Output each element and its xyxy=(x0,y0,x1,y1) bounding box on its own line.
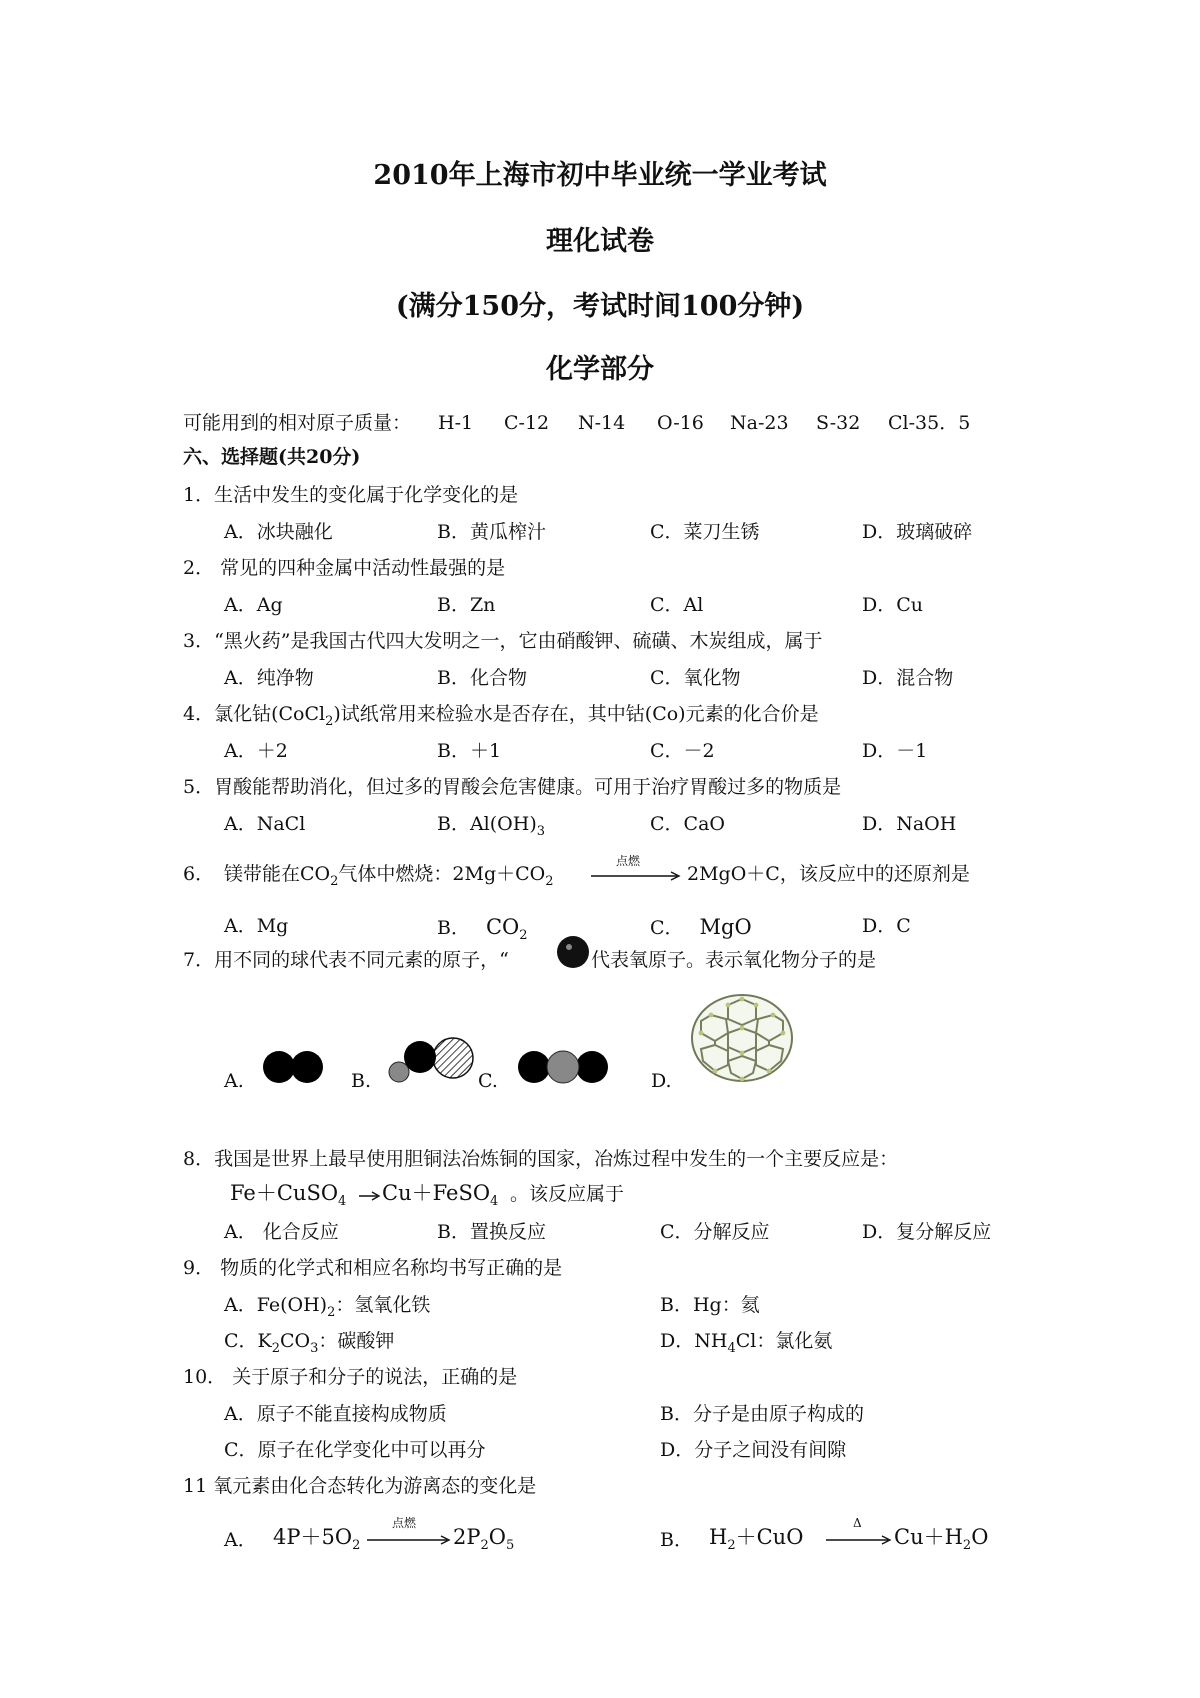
q7-option-b: B. xyxy=(351,1070,372,1092)
q4-stem-part: 4．氯化钴(CoCl xyxy=(183,703,326,725)
q6-option-c-formula: MgO xyxy=(699,915,752,939)
q6-text xyxy=(224,865,554,888)
q3-option-a: A．纯净物 xyxy=(224,667,314,689)
q11-subscript: 5 xyxy=(506,1538,515,1554)
q6-text-part: 气体中燃烧：2Mg＋CO xyxy=(338,863,546,885)
q8-eq-tail: 。该反应属于 xyxy=(510,1183,625,1205)
q11-a-condition: 点燃 xyxy=(392,1516,417,1530)
q10-option-a: A．原子不能直接构成物质 xyxy=(224,1403,447,1425)
q9-c-part: C．K xyxy=(224,1330,272,1352)
mass-item: S-32 xyxy=(816,412,861,434)
mass-item: O-16 xyxy=(657,412,704,434)
q5-option-c: C．CaO xyxy=(650,813,725,835)
q9-d-part: D．NH xyxy=(660,1330,728,1352)
q11-stem: 11 氧元素由化合态转化为游离态的变化是 xyxy=(183,1475,537,1497)
q8-option-c: C．分解反应 xyxy=(660,1221,770,1243)
q6-options xyxy=(0,914,1200,942)
q11-b-right xyxy=(894,1527,988,1552)
q4-option-d: D．－1 xyxy=(862,740,928,762)
q9-option-c xyxy=(224,1332,394,1355)
reaction-arrow-icon xyxy=(826,1535,894,1545)
q5-option-b-text: B．Al(OH) xyxy=(437,813,537,835)
q9-subscript: 4 xyxy=(727,1340,736,1356)
q5-option-a: A．NaCl xyxy=(224,813,306,835)
q3-option-d: D．混合物 xyxy=(862,667,954,689)
q10-option-b: B．分子是由原子构成的 xyxy=(660,1403,864,1425)
q6-condition: 点燃 xyxy=(616,854,641,868)
q1-option-b: B．黄瓜榨汁 xyxy=(437,521,546,543)
q1-options xyxy=(0,523,1200,547)
q8-stem: 8．我国是世界上最早使用胆铜法冶炼铜的国家，冶炼过程中发生的一个主要反应是： xyxy=(183,1148,899,1170)
mass-item: Na-23 xyxy=(730,412,789,434)
q6-option-b-formula: CO xyxy=(485,915,520,939)
q3-option-c: C．氧化物 xyxy=(650,667,741,689)
q9-subscript: 3 xyxy=(310,1340,319,1356)
q11-b-left xyxy=(709,1527,803,1552)
q11-subscript: 2 xyxy=(480,1538,489,1554)
q3-option-b: B．化合物 xyxy=(437,667,527,689)
q9-d-part: Cl：氯化氨 xyxy=(735,1330,833,1352)
q6-option-d: D．C xyxy=(862,915,911,937)
atomic-masses xyxy=(183,414,1083,438)
part-title: 化学部分 xyxy=(546,354,654,385)
q4-options xyxy=(0,742,1200,766)
q7-option-a: A. xyxy=(224,1070,244,1092)
q6-stem xyxy=(183,854,1183,893)
q11-a-label: A． xyxy=(224,1529,257,1551)
q2-options xyxy=(0,596,1200,620)
mass-item: H-1 xyxy=(438,412,474,434)
q4-option-b: B．＋1 xyxy=(437,740,502,762)
q11-b-label: B． xyxy=(660,1529,693,1551)
q11-b-part: H xyxy=(709,1525,728,1549)
q8-options xyxy=(0,1223,1200,1247)
q11-b-part: Cu＋H xyxy=(894,1525,963,1549)
q9-c-part: ：碳酸钾 xyxy=(318,1330,395,1352)
q9-option-d xyxy=(660,1332,832,1355)
q7-stem-part: 7．用不同的球代表不同元素的原子，“ xyxy=(183,949,509,971)
q8-option-a: A． 化合反应 xyxy=(224,1221,339,1243)
oxygen-atom-icon xyxy=(556,935,590,973)
q6-text-part: 2MgO＋C，该反应中的还原剂是 xyxy=(687,863,970,885)
q4-option-a: A．＋2 xyxy=(224,740,288,762)
q10-option-d: D．分子之间没有间隙 xyxy=(660,1439,847,1461)
q8-option-d: D．复分解反应 xyxy=(862,1221,992,1243)
q4-option-c: C．－2 xyxy=(650,740,715,762)
q8-eq-part: Fe＋CuSO xyxy=(230,1181,339,1205)
q8-eq-right xyxy=(382,1183,498,1208)
q9-option-b: B．Hg：氦 xyxy=(660,1294,760,1316)
q11-a-left xyxy=(273,1527,360,1552)
q11-option-a xyxy=(224,1516,644,1561)
q11-a-part: 4P＋5O xyxy=(273,1525,353,1549)
reaction-arrow-icon xyxy=(359,1191,381,1201)
q2-option-b: B．Zn xyxy=(437,594,496,616)
q8-eq-left xyxy=(230,1183,346,1208)
molecule-two-black-icon xyxy=(262,1049,326,1089)
q9-option-a xyxy=(224,1296,430,1319)
q5-options xyxy=(0,815,1200,841)
reaction-arrow-icon xyxy=(367,1535,453,1545)
q2-stem: 2． 常见的四种金属中活动性最强的是 xyxy=(183,557,506,579)
q5-stem: 5．胃酸能帮助消化，但过多的胃酸会危害健康。可用于治疗胃酸过多的物质是 xyxy=(183,776,842,798)
q6-option-b xyxy=(437,917,528,942)
q10-stem: 10． 关于原子和分子的说法，正确的是 xyxy=(183,1366,518,1388)
q11-b-part: ＋CuO xyxy=(735,1525,804,1549)
q9-stem: 9． 物质的化学式和相应名称均书写正确的是 xyxy=(183,1257,563,1279)
q2-option-c: C．Al xyxy=(650,594,704,616)
q7-option-c: C. xyxy=(478,1070,498,1092)
q1-stem: 1．生活中发生的变化属于化学变化的是 xyxy=(183,484,519,506)
q1-option-a: A．冰块融化 xyxy=(224,521,333,543)
q6-subscript: 2 xyxy=(545,873,554,889)
q6-option-b-label: B． xyxy=(437,917,470,939)
q9-subscript: 2 xyxy=(327,1304,336,1320)
q8-eq-part: Cu＋FeSO xyxy=(382,1181,491,1205)
q4-subscript: 2 xyxy=(325,713,334,729)
q11-subscript: 2 xyxy=(727,1538,736,1554)
q8-option-b: B．置换反应 xyxy=(437,1221,546,1243)
mass-item: Cl-35．5 xyxy=(888,412,971,434)
q8-subscript: 4 xyxy=(490,1194,499,1210)
q6-option-c-label: C． xyxy=(650,917,684,939)
q7-stem-part: 代表氧原子。表示氧化物分子的是 xyxy=(591,949,877,971)
q8-subscript: 4 xyxy=(338,1194,347,1210)
q9-a-part: A．Fe(OH) xyxy=(224,1294,328,1316)
exam-note: (满分150分，考试时间100分钟) xyxy=(395,291,805,322)
q11-option-b xyxy=(660,1516,1080,1561)
q11-a-right xyxy=(453,1527,514,1552)
q8-equation xyxy=(230,1183,930,1211)
reaction-arrow-icon xyxy=(591,871,683,881)
q11-subscript: 2 xyxy=(352,1538,361,1554)
q3-options xyxy=(0,669,1200,693)
molecule-mixed-icon xyxy=(385,1036,477,1090)
q9-c-part: CO xyxy=(280,1330,311,1352)
q7-option-d: D. xyxy=(651,1070,672,1092)
q5-option-d: D．NaOH xyxy=(862,813,957,835)
q11-a-part: O xyxy=(488,1525,506,1549)
q5-subscript: 3 xyxy=(536,823,546,839)
mass-item: C-12 xyxy=(504,412,550,434)
masses-label: 可能用到的相对原子质量： xyxy=(183,412,412,434)
q4-stem-part: )试纸常用来检验水是否存在，其中钴(Co)元素的化合价是 xyxy=(333,703,819,725)
q4-stem xyxy=(183,705,819,728)
q9-a-part: ：氢氧化铁 xyxy=(335,1294,431,1316)
q6-subscript: 2 xyxy=(330,873,339,889)
q7-stem xyxy=(183,951,1083,981)
q10-option-c: C．原子在化学变化中可以再分 xyxy=(224,1439,486,1461)
q1-option-d: D．玻璃破碎 xyxy=(862,521,973,543)
q11-subscript: 2 xyxy=(962,1538,972,1554)
q6-number: 6． xyxy=(183,863,215,885)
q2-option-a: A．Ag xyxy=(224,594,283,616)
q11-b-part: O xyxy=(971,1525,989,1549)
exam-subtitle: 理化试卷 xyxy=(546,226,654,257)
q6-subscript: 2 xyxy=(519,927,528,943)
exam-title: 2010年上海市初中毕业统一学业考试 xyxy=(373,160,827,191)
q6-option-a: A．Mg xyxy=(224,915,289,937)
fullerene-molecule-icon xyxy=(689,993,795,1087)
q3-stem: 3．“黑火药”是我国古代四大发明之一，它由硝酸钾、硫磺、木炭组成，属于 xyxy=(183,630,823,652)
q6-option-c xyxy=(650,917,752,938)
mass-item: N-14 xyxy=(578,412,626,434)
q11-b-condition: Δ xyxy=(853,1516,862,1530)
q11-a-part: 2P xyxy=(453,1525,481,1549)
q6-text-part: 镁带能在CO xyxy=(224,863,331,885)
molecule-three-atom-icon xyxy=(517,1049,609,1089)
q1-option-c: C．菜刀生锈 xyxy=(650,521,760,543)
q5-option-b xyxy=(437,815,545,838)
q2-option-d: D．Cu xyxy=(862,594,924,616)
q9-subscript: 2 xyxy=(271,1340,281,1356)
section-heading: 六、选择题(共20分) xyxy=(183,446,361,468)
